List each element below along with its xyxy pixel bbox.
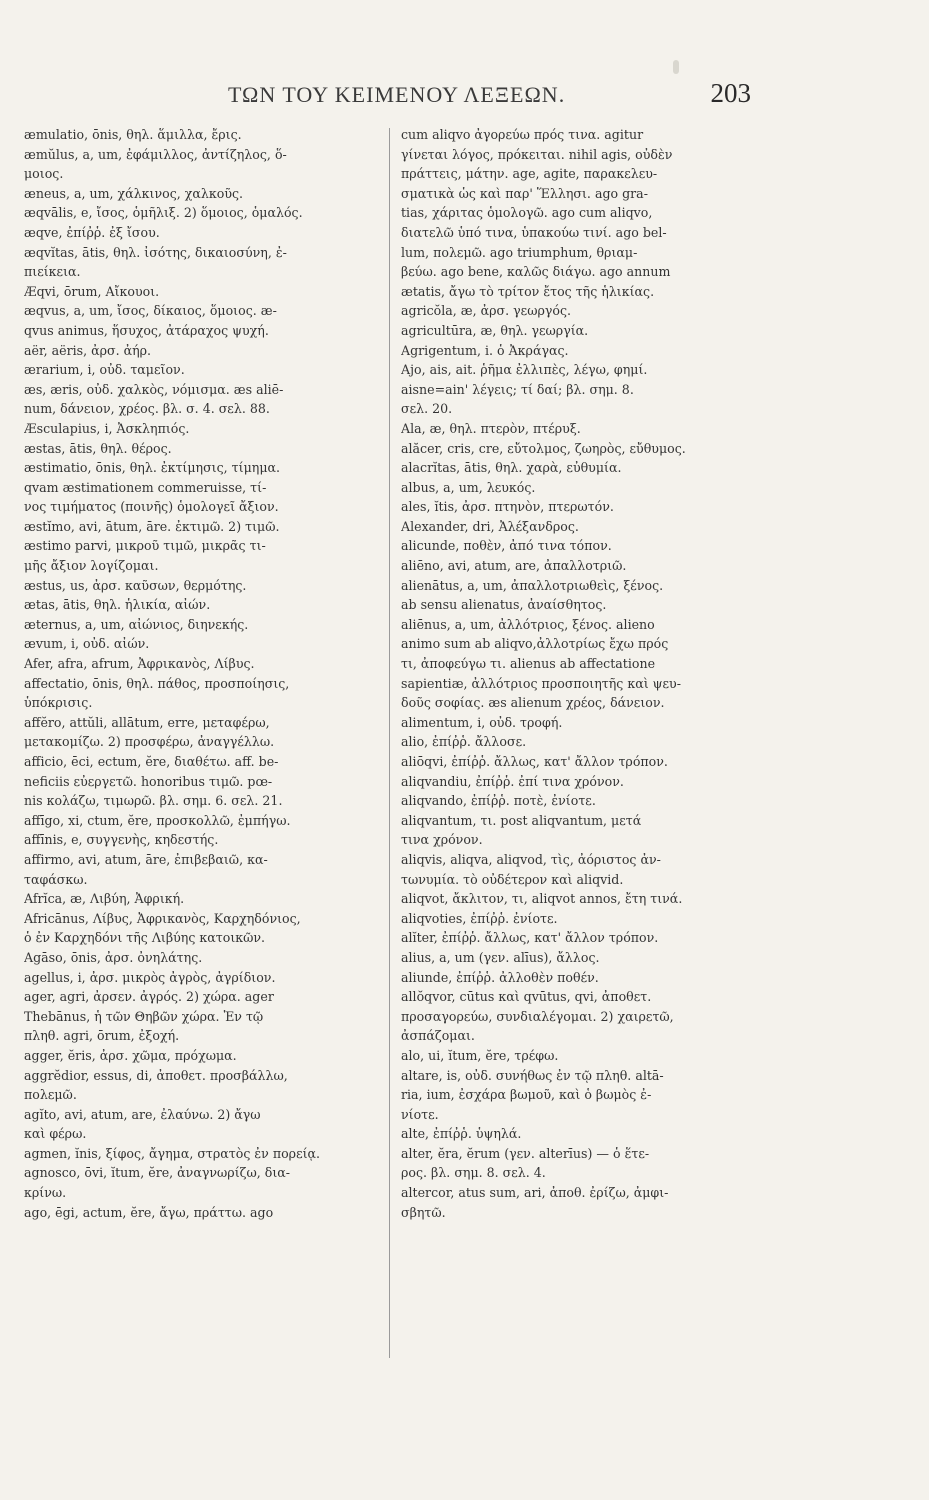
- entry-line: Alexander, dri, Ἀλέξανδρος.: [401, 518, 579, 534]
- entry-line: lum, πολεμῶ. ago triumphum, θριαμ-: [401, 244, 638, 260]
- entry-line: διατελῶ ὑπό τινα, ὑπακούω τινί. ago bel-: [401, 224, 667, 240]
- entry-line: ævum, i, οὐδ. αἰών.: [24, 636, 150, 652]
- entry-line: aër, aëris, ἀρσ. ἀήρ.: [24, 342, 152, 358]
- entry-line: alter, ĕra, ĕrum (γεν. alterīus) — ὁ ἕτε-: [401, 1145, 650, 1161]
- entry-line: ὑπόκρισις.: [24, 695, 93, 711]
- column-divider: [389, 128, 390, 1358]
- entry-line: νίοτε.: [401, 1106, 439, 1122]
- entry-line: æneus, a, um, χάλκινος, χαλκοῦς.: [24, 185, 244, 201]
- entry-line: πιείκεια.: [24, 264, 81, 280]
- entry-line: τινα χρόνον.: [401, 832, 483, 848]
- entry-line: σματικὰ ὡς καὶ παρ' Ἕλλησι. ago gra-: [401, 185, 648, 201]
- entry-line: γίνεται λόγος, πρόκειται. nihil agis, οὐδὲν: [401, 146, 673, 162]
- entry-line: ἀσπάζομαι.: [401, 1028, 475, 1044]
- entry-line: ales, ĭtis, ἀρσ. πτηνὸν, πτερωτόν.: [401, 499, 614, 515]
- entry-line: δοῦς σοφίας. æs alienum χρέος, δάνειον.: [401, 695, 665, 711]
- entry-line: affīgo, xi, ctum, ĕre, προσκολλῶ, ἐμπήγω.: [24, 812, 291, 828]
- entry-line: albus, a, um, λευκός.: [401, 479, 536, 495]
- entry-line: ætatis, ἄγω τὸ τρίτον ἔτος τῆς ἡλικίας.: [401, 283, 655, 299]
- right-column: [401, 125, 775, 1222]
- entry-line: æmulatio, ōnis, θηλ. ἅμιλλα, ἔρις.: [24, 127, 242, 142]
- entry-line: aggrĕdior, essus, di, ἀποθετ. προσβάλλω,: [24, 1067, 288, 1083]
- entry-line: alo, ui, ĭtum, ĕre, τρέφω.: [401, 1047, 559, 1063]
- entry-line: æqvĭtas, ātis, θηλ. ἰσότης, δικαιοσύνη, ἐ-: [24, 244, 287, 260]
- entry-line: alĭter, ἐπίῤῥ. ἄλλως, κατ' ἄλλον τρόπον.: [401, 930, 659, 946]
- entry-line: Thebānus, ἡ τῶν Θηβῶν χώρα. Ἐν τῷ: [24, 1008, 264, 1024]
- entry-line: nis κολάζω, τιμωρῶ. βλ. σημ. 6. σελ. 21.: [24, 793, 283, 809]
- entry-line: aliēnus, a, um, ἀλλότριος, ξένος. alieno: [401, 616, 655, 632]
- entry-line: Ajo, ais, ait. ῥῆμα ἐλλιπὲς, λέγω, φημί.: [401, 362, 648, 378]
- entry-line: qvam æstimationem commeruisse, τί-: [24, 479, 267, 495]
- entry-line: τωνυμία. τὸ οὐδέτερον καὶ aliqvid.: [401, 871, 624, 887]
- entry-line: æstĭmo, avi, ātum, āre. ἐκτιμῶ. 2) τιμῶ.: [24, 518, 280, 534]
- entry-line: πληθ. agri, ōrum, ἐξοχή.: [24, 1028, 180, 1044]
- entry-line: νος τιμήματος (ποινῆς) ὁμολογεῖ ἄξιον.: [24, 499, 279, 515]
- entry-line: æstus, us, ἀρσ. καῦσων, θερμότης.: [24, 577, 247, 593]
- entry-line: μοιος.: [24, 166, 64, 182]
- ink-mark: [673, 60, 679, 74]
- entry-line: aliqvot, ἄκλιτον, τι, aliqvot annos, ἔτη τινά.: [401, 891, 683, 907]
- entry-line: Afer, afra, afrum, Ἀφρικανὸς, Λίβυς.: [24, 656, 255, 672]
- page-number: 203: [710, 78, 751, 108]
- entry-line: æs, æris, οὐδ. χαλκὸς, νόμισμα. æs aliē-: [24, 381, 284, 397]
- entry-line: alimentum, i, οὐδ. τροφή.: [401, 714, 563, 730]
- entry-line: ætas, ātis, θηλ. ἡλικία, αἰών.: [24, 597, 211, 613]
- running-head: ΤΩΝ ΤΟΥ ΚΕΙΜΕΝΟΥ ΛΕΞΕΩΝ.: [228, 82, 566, 107]
- entry-line: agricŏla, æ, ἀρσ. γεωργός.: [401, 303, 572, 319]
- entry-line: affirmo, avi, atum, āre, ἐπιβεβαιῶ, κα-: [24, 851, 268, 867]
- entry-line: aliqvantum, τι. post aliqvantum, μετά: [401, 812, 642, 828]
- entry-line: aliqvis, aliqva, aliqvod, τὶς, ἀόριστος ἀν-: [401, 851, 661, 867]
- entry-line: num, δάνειον, χρέος. βλ. σ. 4. σελ. 88.: [24, 401, 270, 417]
- entry-line: προσαγορεύω, συνδιαλέγομαι. 2) χαιρετῶ,: [401, 1008, 674, 1024]
- entry-line: Afrĭca, æ, Λιβύη, Ἀφρική.: [24, 891, 185, 907]
- entry-line: agger, ĕris, ἀρσ. χῶμα, πρόχωμα.: [24, 1047, 237, 1063]
- entry-line: æmŭlus, a, um, ἐφάμιλλος, ἀντίζηλος, ὅ-: [24, 146, 287, 162]
- entry-line: altare, is, οὐδ. συνήθως ἐν τῷ πληθ. altā-: [401, 1067, 664, 1083]
- entry-line: affectatio, ōnis, θηλ. πάθος, προσποίησις,: [24, 675, 290, 691]
- entry-line: ab sensu alienatus, ἀναίσθητος.: [401, 597, 607, 613]
- entry-line: agricultūra, æ, θηλ. γεωργία.: [401, 322, 589, 338]
- entry-line: aliqvoties, ἐπίῤῥ. ἐνίοτε.: [401, 910, 558, 926]
- entry-line: βεύω. ago bene, καλῶς διάγω. ago annum: [401, 264, 671, 280]
- entry-line: affīnis, e, συγγενὴς, κηδεστής.: [24, 832, 219, 848]
- entry-line: τι, ἀποφεύγω τι. alienus ab affectatione: [401, 656, 656, 672]
- entry-line: agmen, ĭnis, ξίφος, ἄγημα, στρατὸς ἐν πορείᾳ.: [24, 1145, 321, 1161]
- entry-line: qvus animus, ἥσυχος, ἀτάραχος ψυχή.: [24, 322, 269, 338]
- entry-line: neficiis εὐεργετῶ. honoribus τιμῶ. pœ-: [24, 773, 273, 789]
- entry-line: sapientiæ, ἀλλότριος προσποιητῆς καὶ ψευ-: [401, 675, 681, 691]
- entry-line: æqvus, a, um, ἴσος, δίκαιος, ὅμοιος. æ-: [24, 303, 277, 319]
- entry-line: ærarium, i, οὐδ. ταμεῖον.: [24, 362, 185, 378]
- entry-line: alicunde, ποθὲν, ἀπό τινα τόπον.: [401, 538, 612, 554]
- entry-line: allŏqvor, cūtus καὶ qvūtus, qvi, ἀποθετ.: [401, 989, 652, 1005]
- entry-line: aliēno, avi, atum, are, ἀπαλλοτριῶ.: [401, 558, 627, 574]
- entry-line: aliqvandiu, ἐπίῤῥ. ἐπί τινα χρόνον.: [401, 773, 624, 789]
- entry-line: aliunde, ἐπίῤῥ. ἀλλοθὲν ποθέν.: [401, 969, 599, 985]
- entry-line: σελ. 20.: [401, 401, 453, 417]
- entry-line: μετακομίζω. 2) προσφέρω, ἀναγγέλλω.: [24, 734, 275, 750]
- entry-line: cum aliqvo ἀγορεύω πρός τινα. agitur: [401, 127, 644, 142]
- entry-line: altercor, atus sum, ari, ἀποθ. ἐρίζω, ἀμφι-: [401, 1185, 669, 1201]
- entry-line: Ala, æ, θηλ. πτερὸν, πτέρυξ.: [401, 420, 581, 436]
- entry-line: ager, agri, ἀρσεν. ἀγρός. 2) χώρα. ager: [24, 989, 274, 1005]
- entry-line: agnosco, ōvi, ĭtum, ĕre, ἀναγνωρίζω, δια-: [24, 1165, 291, 1181]
- left-column: [24, 125, 416, 1222]
- entry-line: ria, ium, ἐσχάρα βωμοῦ, καὶ ὁ βωμὸς ἐ-: [401, 1087, 652, 1103]
- entry-line: Æqvi, ōrum, Αἴκουοι.: [24, 283, 160, 299]
- entry-line: æternus, a, um, αἰώνιος, διηνεκής.: [24, 616, 249, 632]
- entry-line: ταφάσκω.: [24, 871, 88, 887]
- entry-line: ὁ ἐν Καρχηδόνι τῆς Λιβύης κατοικῶν.: [24, 930, 266, 946]
- entry-line: alio, ἐπίῤῥ. ἄλλοσε.: [401, 734, 527, 750]
- entry-line: πολεμῶ.: [24, 1087, 77, 1103]
- entry-line: animo sum ab aliqvo,ἀλλοτρίως ἔχω πρός: [401, 636, 669, 652]
- entry-line: agĭto, avi, atum, are, ἐλαύνω. 2) ἄγω: [24, 1106, 261, 1122]
- entry-line: æqve, ἐπίῤῥ. ἐξ ἴσου.: [24, 224, 160, 240]
- entry-line: alte, ἐπίῤῥ. ὑψηλά.: [401, 1126, 522, 1142]
- entry-line: tias, χάριτας ὁμολογῶ. ago cum aliqvo,: [401, 205, 653, 221]
- entry-line: aliōqvi, ἐπίῤῥ. ἄλλως, κατ' ἄλλον τρόπον.: [401, 754, 668, 769]
- entry-line: alacrĭtas, ātis, θηλ. χαρὰ, εὐθυμία.: [401, 460, 622, 476]
- entry-line: aisne=ain' λέγεις; τί δαί; βλ. σημ. 8.: [401, 381, 634, 397]
- entry-line: Æsculapius, i, Ἀσκληπιός.: [24, 420, 190, 436]
- entry-line: σβητῶ.: [401, 1204, 446, 1220]
- entry-line: æqvālis, e, ἴσος, ὁμῆλιξ. 2) ὅμοιος, ὁμαλός.: [24, 205, 303, 221]
- entry-line: afficio, ēci, ectum, ĕre, διαθέτω. aff. be-: [24, 754, 279, 769]
- entry-line: alius, a, um (γεν. alīus), ἄλλος.: [401, 949, 600, 965]
- entry-line: πράττεις, μάτην. age, agite, παρακελευ-: [401, 166, 658, 182]
- entry-line: æstas, ātis, θηλ. θέρος.: [24, 440, 172, 456]
- entry-line: aliqvando, ἐπίῤῥ. ποτὲ, ἐνίοτε.: [401, 793, 596, 809]
- entry-line: alienātus, a, um, ἀπαλλοτριωθεὶς, ξένος.: [401, 577, 664, 593]
- entry-line: Agrigentum, i. ὁ Ἀκράγας.: [401, 342, 569, 358]
- entry-line: affĕro, attŭli, allātum, erre, μεταφέρω,: [24, 714, 270, 730]
- entry-line: alăcer, cris, cre, εὔτολμος, ζωηρὸς, εὔθυμος.: [401, 440, 686, 456]
- entry-line: ago, ēgi, actum, ĕre, ἄγω, πράττω. ago: [24, 1204, 274, 1220]
- entry-line: æstimo parvi, μικροῦ τιμῶ, μικρᾶς τι-: [24, 538, 266, 554]
- entry-line: agellus, i, ἀρσ. μικρὸς ἀγρὸς, ἀγρίδιον.: [24, 969, 276, 985]
- entry-line: ρος. βλ. σημ. 8. σελ. 4.: [401, 1165, 546, 1181]
- page-header: [0, 78, 929, 116]
- entry-line: καὶ φέρω.: [24, 1126, 87, 1142]
- entry-line: Agāso, ōnis, ἀρσ. ὀνηλάτης.: [24, 949, 203, 965]
- entry-line: κρίνω.: [24, 1185, 67, 1201]
- entry-line: μῆς ἄξιον λογίζομαι.: [24, 558, 159, 574]
- entry-line: æstimatio, ōnis, θηλ. ἐκτίμησις, τίμημα.: [24, 460, 281, 476]
- entry-line: Africānus, Λίβυς, Ἀφρικανὸς, Καρχηδόνιος,: [24, 910, 301, 926]
